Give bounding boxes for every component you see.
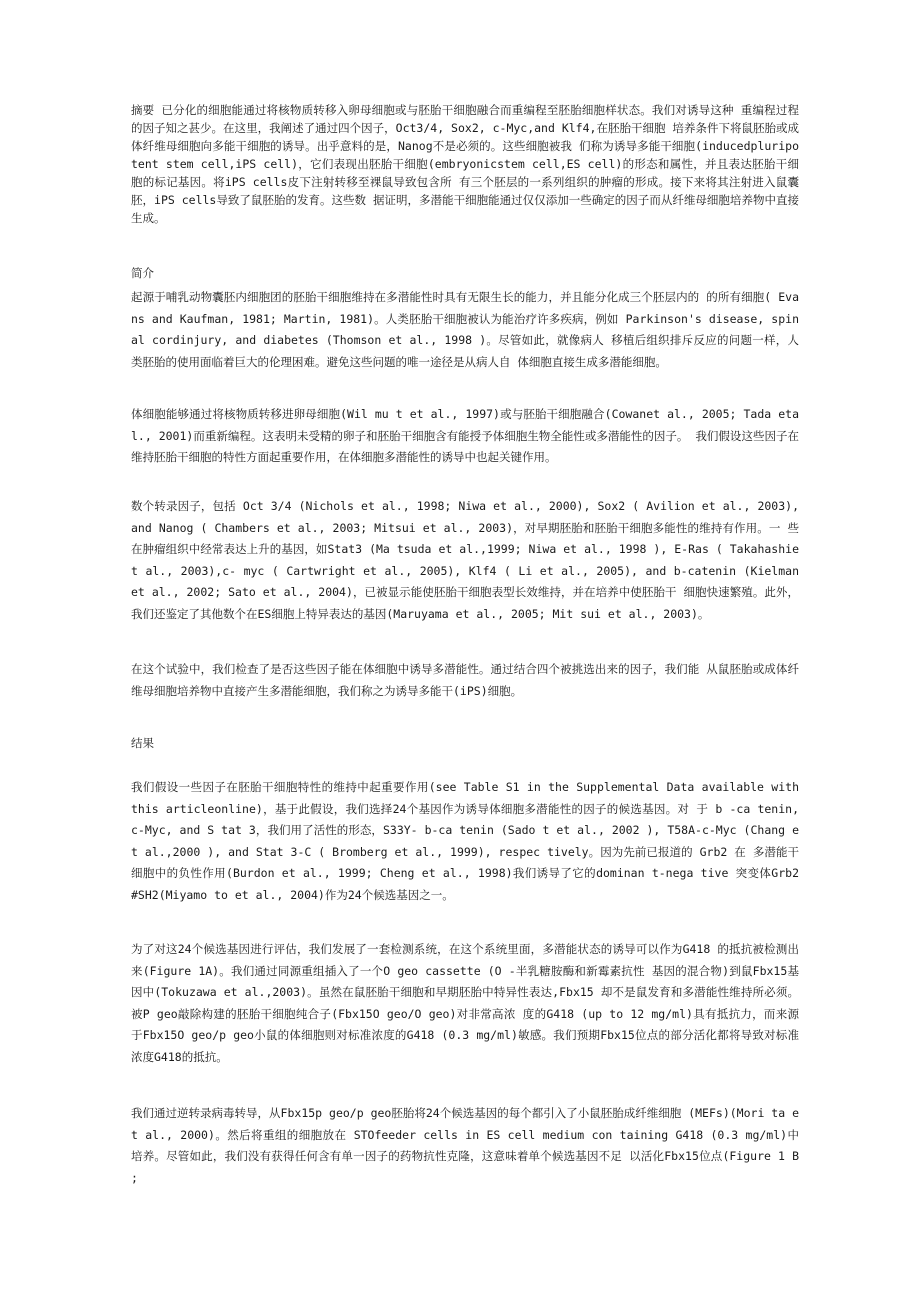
results-heading: 结果 — [131, 736, 154, 750]
results-paragraph-2: 为了对这24个候选基因进行评估，我们发展了一套检测系统，在这个系统里面，多潜能状态的诱导可以作为G418 的抵抗被检测出来(Figure 1A)。我们通过同源重组插入了一个O geo cassette (O -半乳糖胺酶和新霉素抗性 基因的混合物)到鼠Fbx15基因中(Tokuzawa et al.,2003)。虽然在鼠胚胎干细胞和早期胚胎中特异性表达,Fbx15 却不是鼠发育和多潜能性维持所必须。被P geo敲除构建的胚胎干细胞纯合子(Fbx15O geo/O geo)对非常高浓 度的G418 (up to 12 mg/ml)具有抵抗力，而来源于Fbx15O geo/p geo小鼠的体细胞则对标准浓度的G418 (0.3 mg/ml)敏感。我们预期Fbx15位点的部分活化都将导致对标准浓度G418的抵抗。 — [131, 942, 799, 1064]
intro-paragraph-1: 起源于哺乳动物囊胚内细胞团的胚胎干细胞维持在多潜能性时具有无限生长的能力，并且能分化成三个胚层内的 的所有细胞( Evans and Kaufman, 1981; Martin, 1981)。人类胚胎干细胞被认为能治疗许多疾病，例如 Parkinson's disease, spinal cordinjury, and diabetes (Thomson et al., 1998 )。尽管如此，就像病人 移植后组织排斥反应的问题一样，人类胚胎的使用面临着巨大的伦理困难。避免这些问题的唯一途径是从病人自 体细胞直接生成多潜能细胞。 — [131, 290, 799, 369]
results-paragraph-1: 我们假设一些因子在胚胎干细胞特性的维持中起重要作用(see Table S1 in the Supplemental Data available with this articleonline)，基于此假设，我们选择24个基因作为诱导体细胞多潜能性的因子的候选基因。对 于 b -ca tenin, c-Myc, and S tat 3，我们用了活性的形态，S33Y- b-ca tenin (Sado t et al., 2002 ), T58A-c-Myc (Chang et al.,2000 ), and Stat 3-C ( Bromberg et al., 1999), respec tively。因为先前已报道的 Grb2 在 多潜能干细胞中的负性作用(Burdon et al., 1999; Cheng et al., 1998)我们诱导了它的dominan t-nega tive 突变体Grb2 #SH2(Miyamo to et al., 2004)作为24个候选基因之一。 — [131, 780, 799, 902]
intro-paragraph-3: 数个转录因子，包括 Oct 3/4 (Nichols et al., 1998; Niwa et al., 2000), Sox2 ( Avilion et al., 2003),and Nanog ( Chambers et al., 2003; Mitsui et al., 2003)，对早期胚胎和胚胎干细胞多能性的维持有作用。一 些在肿瘤组织中经常表达上升的基因，如Stat3 (Ma tsuda et al.,1999; Niwa et al., 1998 ), E-Ras ( Takahashiet al., 2003),c- myc ( Cartwright et al., 2005), Klf4 ( Li et al., 2005), and b-catenin (Kielman et al., 2002; Sato et al., 2004)，已被显示能使胚胎干细胞表型长效维持，并在培养中使胚胎干 细胞快速繁殖。此外，我们还鉴定了其他数个在ES细胞上特异表达的基因(Maruyama et al., 2005; Mit sui et al., 2003)。 — [131, 499, 799, 621]
intro-heading: 简介 — [131, 266, 154, 280]
results-paragraph-3: 我们通过逆转录病毒转导，从Fbx15p geo/p geo胚胎将24个候选基因的每个都引入了小鼠胚胎成纤维细胞 (MEFs)(Mori ta et al., 2000)。然后将重组的细胞放在 STOfeeder cells in ES cell medium con taining G418 (0.3 mg/ml)中培养。尽管如此，我们没有获得任何含有单一因子的药物抗性克隆，这意味着单个候选基因不足 以活化Fbx15位点(Figure 1 B ; — [131, 1106, 799, 1185]
abstract-paragraph: 摘要 已分化的细胞能通过将核物质转移入卵母细胞或与胚胎干细胞融合而重编程至胚胎细胞样状态。我们对诱导这种 重编程过程的因子知之甚少。在这里，我阐述了通过四个因子，Oct3/4, Sox2, c-Myc,and Klf4,在胚胎干细胞 培养条件下将鼠胚胎或成体纤维母细胞向多能干细胞的诱导。出乎意料的是，Nanog不是必须的。这些细胞被我 们称为诱导多能干细胞(inducedpluripotent stem cell,iPS cell)，它们表现出胚胎干细胞(embryonicstem cell,ES cell)的形态和属性，并且表达胚胎干细胞的标记基因。将iPS cells皮下注射转移至裸鼠导致包含所 有三个胚层的一系列组织的肿瘤的形成。接下来将其注射进入鼠囊胚，iPS cells导致了鼠胚胎的发育。这些数 据证明，多潜能干细胞能通过仅仅添加一些确定的因子而从纤维母细胞培养物中直接生成。 — [131, 103, 799, 225]
intro-paragraph-4: 在这个试验中，我们检查了是否这些因子能在体细胞中诱导多潜能性。通过结合四个被挑选出来的因子，我们能 从鼠胚胎或成体纤维母细胞培养物中直接产生多潜能细胞，我们称之为诱导多能干(iPS)细胞。 — [131, 662, 799, 698]
intro-paragraph-2: 体细胞能够通过将核物质转移进卵母细胞(Wil mu t et al., 1997)或与胚胎干细胞融合(Cowanet al., 2005; Tada etal., 2001)而重新编程。这表明未受精的卵子和胚胎干细胞含有能授予体细胞生物全能性或多潜能性的因子。 我们假设这些因子在维持胚胎干细胞的特性方面起重要作用，在体细胞多潜能性的诱导中也起关键作用。 — [131, 407, 799, 464]
